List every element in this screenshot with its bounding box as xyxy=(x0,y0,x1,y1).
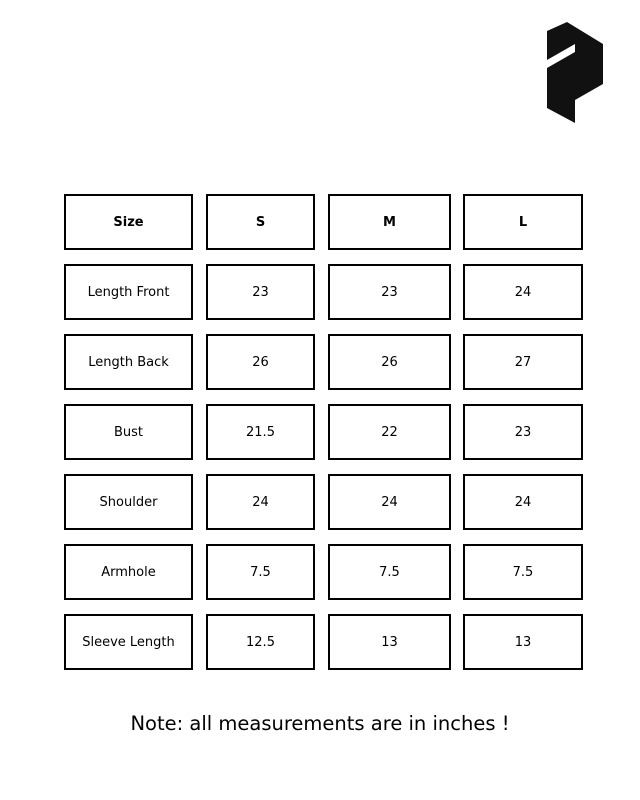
value-cell: 7.5 xyxy=(463,544,583,600)
row-label-sleeve-length: Sleeve Length xyxy=(64,614,193,670)
value-cell: 7.5 xyxy=(328,544,451,600)
value-cell: 7.5 xyxy=(206,544,315,600)
row-label-length-front: Length Front xyxy=(64,264,193,320)
value-cell: 22 xyxy=(328,404,451,460)
row-label-armhole: Armhole xyxy=(64,544,193,600)
value-cell: 12.5 xyxy=(206,614,315,670)
value-cell: 26 xyxy=(328,334,451,390)
row-label-shoulder: Shoulder xyxy=(64,474,193,530)
header-cell-l: L xyxy=(463,194,583,250)
value-cell: 26 xyxy=(206,334,315,390)
row-label-length-back: Length Back xyxy=(64,334,193,390)
brand-logo-icon xyxy=(547,22,603,123)
value-cell: 24 xyxy=(463,264,583,320)
measurement-note: Note: all measurements are in inches ! xyxy=(130,712,510,735)
value-cell: 24 xyxy=(463,474,583,530)
value-cell: 23 xyxy=(206,264,315,320)
value-cell: 24 xyxy=(328,474,451,530)
header-cell-m: M xyxy=(328,194,451,250)
value-cell: 13 xyxy=(328,614,451,670)
value-cell: 13 xyxy=(463,614,583,670)
header-cell-s: S xyxy=(206,194,315,250)
header-cell-size: Size xyxy=(64,194,193,250)
value-cell: 21.5 xyxy=(206,404,315,460)
value-cell: 23 xyxy=(463,404,583,460)
value-cell: 23 xyxy=(328,264,451,320)
value-cell: 27 xyxy=(463,334,583,390)
value-cell: 24 xyxy=(206,474,315,530)
row-label-bust: Bust xyxy=(64,404,193,460)
